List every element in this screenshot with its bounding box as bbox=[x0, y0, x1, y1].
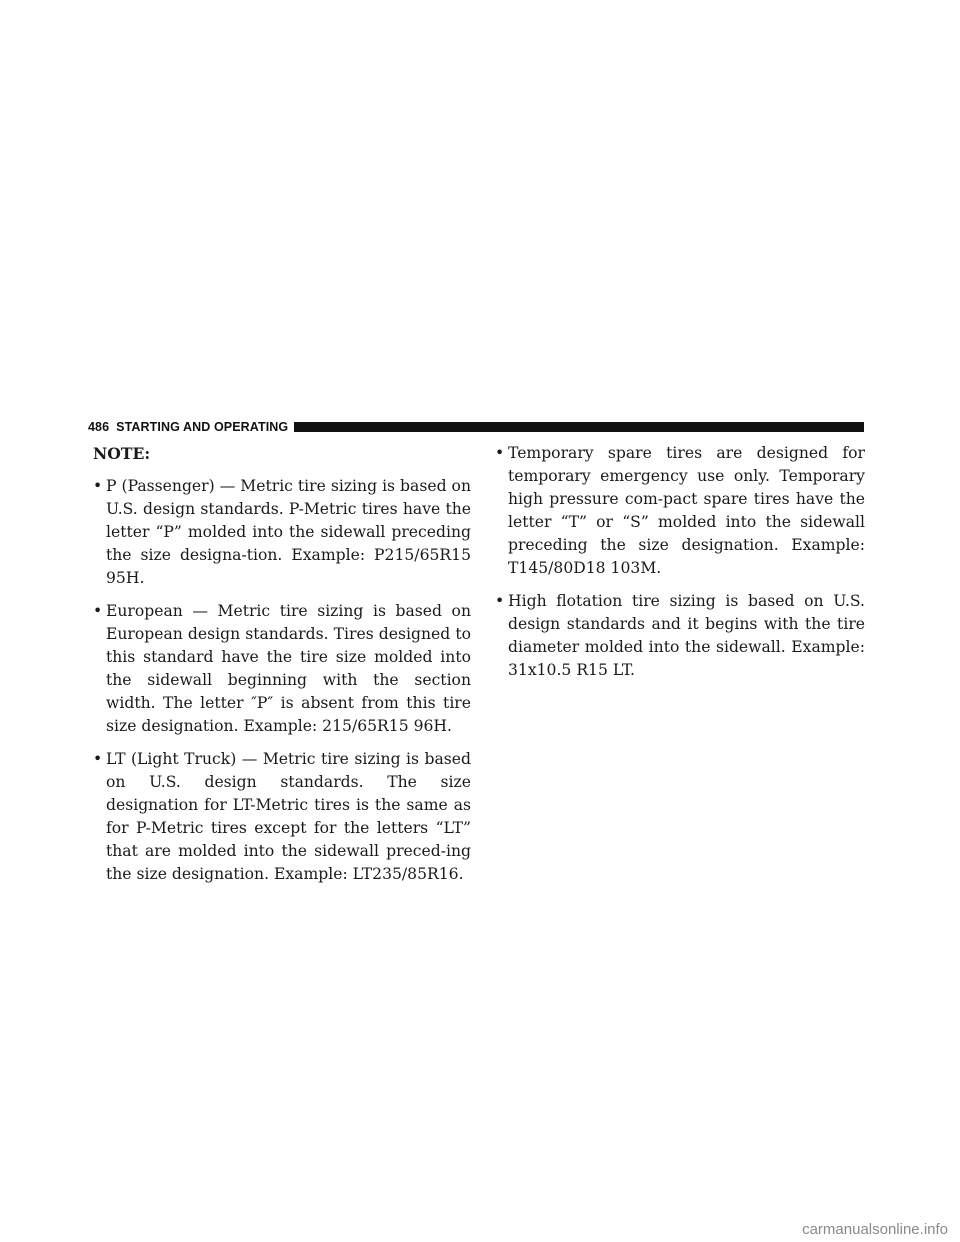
header-label bbox=[88, 420, 288, 434]
list-item-light-truck bbox=[93, 748, 471, 886]
note-label: NOTE: bbox=[93, 444, 151, 463]
list-item-text: European — Metric tire sizing is based on European design standards. Tires designed to this standard have the tire size molded into the sidewall beginning with the section width. The letter ″P″ is absent from this tire size designation. Example: 215/65R15 96H. bbox=[106, 602, 471, 735]
page-header bbox=[88, 418, 864, 436]
bullet-icon: • bbox=[93, 602, 103, 620]
right-column bbox=[495, 442, 865, 692]
page-number: 486 bbox=[88, 420, 110, 434]
left-column bbox=[93, 442, 471, 896]
watermark: carmanualsonline.info bbox=[802, 1221, 948, 1238]
list-item-text: LT (Light Truck) — Metric tire sizing is based on U.S. design standards. The size designation for LT-Metric tires is the same as for P-Metric tires except for the letters “LT” that are molded into the sidewall preced-ing the size designation. Example: LT235/85R16. bbox=[106, 750, 471, 883]
list-item-text: High flotation tire sizing is based on U.S. design standards and it begins with the tire diameter molded into the sidewall. Example: 31x10.5 R15 LT. bbox=[508, 592, 865, 679]
bullet-icon: • bbox=[93, 750, 103, 768]
bullet-icon: • bbox=[495, 444, 505, 462]
list-item-passenger bbox=[93, 475, 471, 590]
section-title: STARTING AND OPERATING bbox=[116, 420, 289, 434]
header-rule bbox=[294, 422, 864, 432]
list-item-high-flotation bbox=[495, 590, 865, 682]
list-item-european bbox=[93, 600, 471, 738]
list-item-text: Temporary spare tires are designed for temporary emergency use only. Temporary high pressure com-pact spare tires have the letter “T” or “S” molded into the sidewall preceding the size designation. Example: T145/80D18 103M. bbox=[508, 444, 865, 577]
bullet-icon: • bbox=[93, 477, 103, 495]
list-item-temporary-spare bbox=[495, 442, 865, 580]
list-item-text: P (Passenger) — Metric tire sizing is based on U.S. design standards. P-Metric tires have the letter “P” molded into the sidewall preceding the size designa-tion. Example: P215/65R15 95H. bbox=[106, 477, 471, 587]
bullet-icon: • bbox=[495, 592, 505, 610]
